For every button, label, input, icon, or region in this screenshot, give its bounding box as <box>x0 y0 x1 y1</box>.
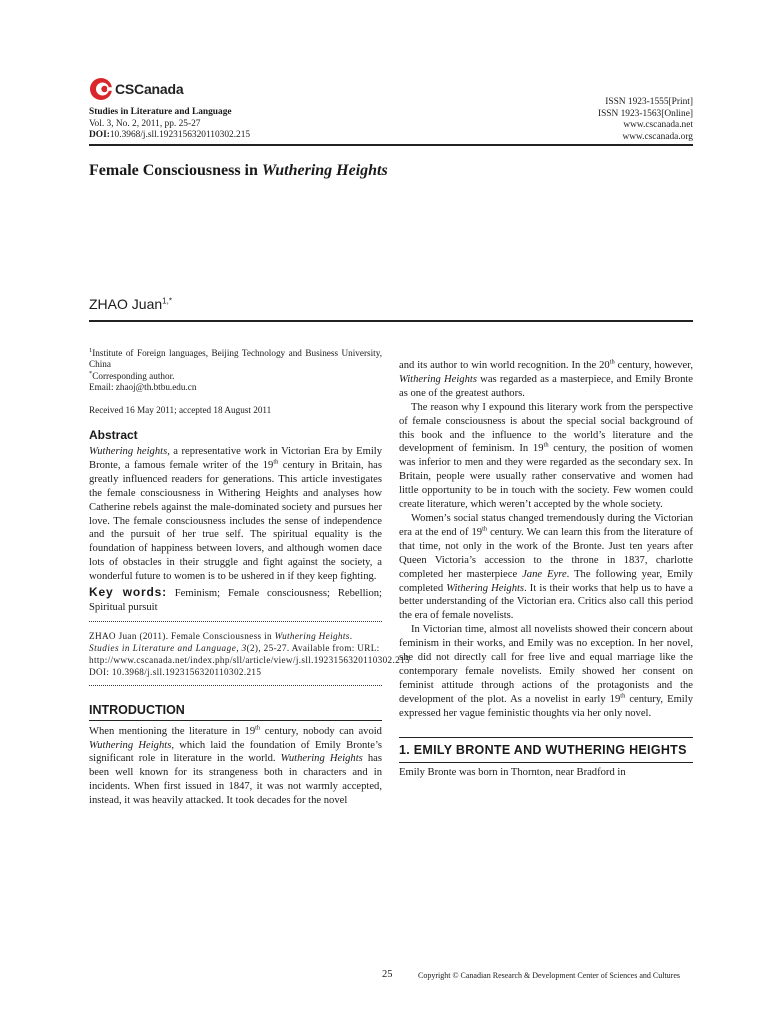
corresponding-text: Corresponding author. <box>92 370 175 381</box>
article-title <box>89 162 388 180</box>
body-italic: Withering Heights <box>446 582 525 594</box>
corresponding-mark: * <box>89 369 93 377</box>
website-net[interactable]: www.cscanada.net <box>623 120 693 130</box>
body-italic: Jane Eyre <box>522 568 567 580</box>
doi-value: 10.3968/j.sll.1923156320110302.215 <box>109 130 251 140</box>
intro-italic: Wuthering Heights <box>89 739 172 751</box>
abstract-lead: Wuthering heights <box>89 446 168 457</box>
introduction-paragraph <box>89 725 382 808</box>
author-email[interactable]: Email: zhaoj@th.btbu.edu.cn <box>89 381 197 392</box>
body-part: century. We can learn this from the literature of that time, not only in the work of the Bronte. Just ten years after Queen Victoria’s accession to the throne in 1837, charlotte completed her masterpiece <box>399 526 693 580</box>
body-part: and its author to win world recognition. In the 20 <box>399 360 610 371</box>
left-column <box>89 346 410 808</box>
intro-italic: Wuthering Heights <box>280 753 363 765</box>
citation-volume: 3 <box>241 643 247 654</box>
citation-block <box>89 630 410 679</box>
corresponding-line <box>89 371 382 382</box>
author-rule <box>89 320 693 322</box>
issn-info <box>598 97 693 143</box>
author-name: ZHAO Juan <box>89 296 163 312</box>
body-paragraph <box>399 401 693 512</box>
body-italic: Withering Heights <box>399 373 477 385</box>
body-part: Women’s social status changed tremendously during the Victorian era at the end of 19 <box>399 512 693 538</box>
introduction-heading: INTRODUCTION <box>89 704 382 721</box>
volume-line: Vol. 3, No. 2, 2011, pp. 25-27 <box>89 118 201 129</box>
dotted-separator <box>89 685 382 686</box>
citation-italic: Wuthering Heights <box>274 630 350 641</box>
title-plain: Female Consciousness in <box>89 162 262 179</box>
journal-name: Studies in Literature and Language <box>89 107 232 117</box>
abstract-text <box>89 445 382 584</box>
body-part: century, the position of women was inferior to men and they were regarded as the secondary sex. In Britain, people were usually rather conservative and women had little opportunity to be in touch with the society. Few women could create literature, which weren’t accepted by the whole society. <box>399 443 694 511</box>
body-paragraph <box>399 512 693 623</box>
abstract-heading: Abstract <box>89 428 138 443</box>
website-org[interactable]: www.cscanada.org <box>622 131 693 142</box>
affiliation-mark: 1 <box>89 346 93 354</box>
received-dates: Received 16 May 2011; accepted 18 August 2011 <box>89 405 272 416</box>
body-part: . It is their works that help us to have a better understanding of the Victorian era. Critics also call this period the era of female novelists. <box>399 582 693 622</box>
abstract-sup: th <box>273 458 279 466</box>
intro-part: has been well known for its strangeness both in characters and in incidents. When first issued in 1847, it was not warmly accepted, instead, it was heavily attacked. It took decades for the novel <box>89 753 382 807</box>
keywords-line <box>89 586 382 615</box>
body-part: century, Emily expressed her vague feministic thoughts via her only novel. <box>399 693 693 719</box>
body-part: . The following year, Emily completed <box>399 568 693 594</box>
intro-part: century, nobody can avoid <box>260 725 382 737</box>
intro-part: , which laid the foundation of Emily Bronte’s significant role in literature in the world. <box>89 739 383 765</box>
affiliation-text: Institute of Foreign languages, Beijing Technology and Business University, China <box>89 348 382 370</box>
author-marks: 1,* <box>162 296 172 306</box>
intro-sup: th <box>255 724 261 732</box>
page-number: 25 <box>382 969 393 980</box>
citation-journal: Studies in Literature and Language <box>89 643 237 654</box>
issn-online: ISSN 1923-1563[Online] <box>597 108 693 119</box>
cscanada-logo <box>89 76 183 102</box>
affiliation-block <box>89 348 382 393</box>
journal-info <box>89 107 250 142</box>
copyright-line: Copyright © Canadian Research & Development Center of Sciences and Cultures <box>418 971 681 980</box>
doi-line <box>89 130 250 142</box>
abstract-part: , a representative work in Victorian Era by Emily Bronte, a famous female writer of the 19 <box>89 446 383 471</box>
cscanada-logo-icon <box>89 77 113 101</box>
keywords-text: Feminism; Female consciousness; Rebellion; Spiritual pursuit <box>89 588 382 613</box>
body-part: century, however, <box>614 360 693 371</box>
affiliation-line <box>89 348 382 371</box>
right-column <box>399 359 693 779</box>
citation-url: (2), 25-27. Available from: URL: http://www.cscanada.net/index.php/sll/article/view/j.sll.1923156320110302.215 DOI: 10.3968/j.sll.1923156320110302.215 <box>89 643 410 678</box>
section-1-heading: 1. EMILY BRONTE AND WUTHERING HEIGHTS <box>399 737 693 763</box>
keywords-label: Key words: <box>89 585 167 600</box>
body-part: In Victorian time, almost all novelists showed their concern about feminism in their works, and Emily was no exception. In her novel, she did not directly call for free live and equal marriage like the contemporary female novelists. Emily showed her consent on feminist attitude through actions of the protagonists and the development of the plot. As a novelist in early 19 <box>399 624 693 705</box>
title-italic: Wuthering Heights <box>261 162 388 179</box>
doi-label: DOI: <box>89 130 110 140</box>
body-sup: th <box>543 441 549 449</box>
dotted-separator <box>89 621 382 622</box>
header-rule <box>89 144 693 146</box>
citation-part: . <box>349 630 353 641</box>
citation-part: ZHAO Juan (2011). Female Consciousness in <box>89 630 275 641</box>
body-paragraph <box>399 623 693 720</box>
issn-print: ISSN 1923-1555[Print] <box>605 97 693 107</box>
body-part: The reason why I expound this literary work from the perspective of female consciousness is about the special social background of this book and the influence to the world’s literature and the development of feminism. In 19 <box>399 401 693 455</box>
body-sup: th <box>620 692 626 700</box>
citation-part: , <box>236 643 242 654</box>
author-line <box>89 296 172 312</box>
logo-text: CSCanada <box>115 81 184 97</box>
body-paragraph <box>399 359 693 401</box>
body-sup: th <box>482 525 488 533</box>
intro-part: When mentioning the literature in 19 <box>89 725 256 737</box>
body-part: was regarded as a masterpiece, and Emily Bronte as one of the greatest authors. <box>399 373 694 399</box>
body-sup: th <box>609 358 615 366</box>
body-paragraph: Emily Bronte was born in Thornton, near Bradford in <box>399 766 626 778</box>
abstract-part: century in Britain, has greatly influenced readers for generations. This article investigates the female consciousness in Withering Heights and analyses how Catherine rebels against the male-dominated society and pursues her love. The female consciousness includes the sense of independence and the pursuit of her true self. The spiritual equality is the foundation of happiness between lovers, and although women dace lots of obstacles in their struggle and fight against the society, a wonderful future to women is to be ushered in if they keep fighting. <box>89 459 383 583</box>
